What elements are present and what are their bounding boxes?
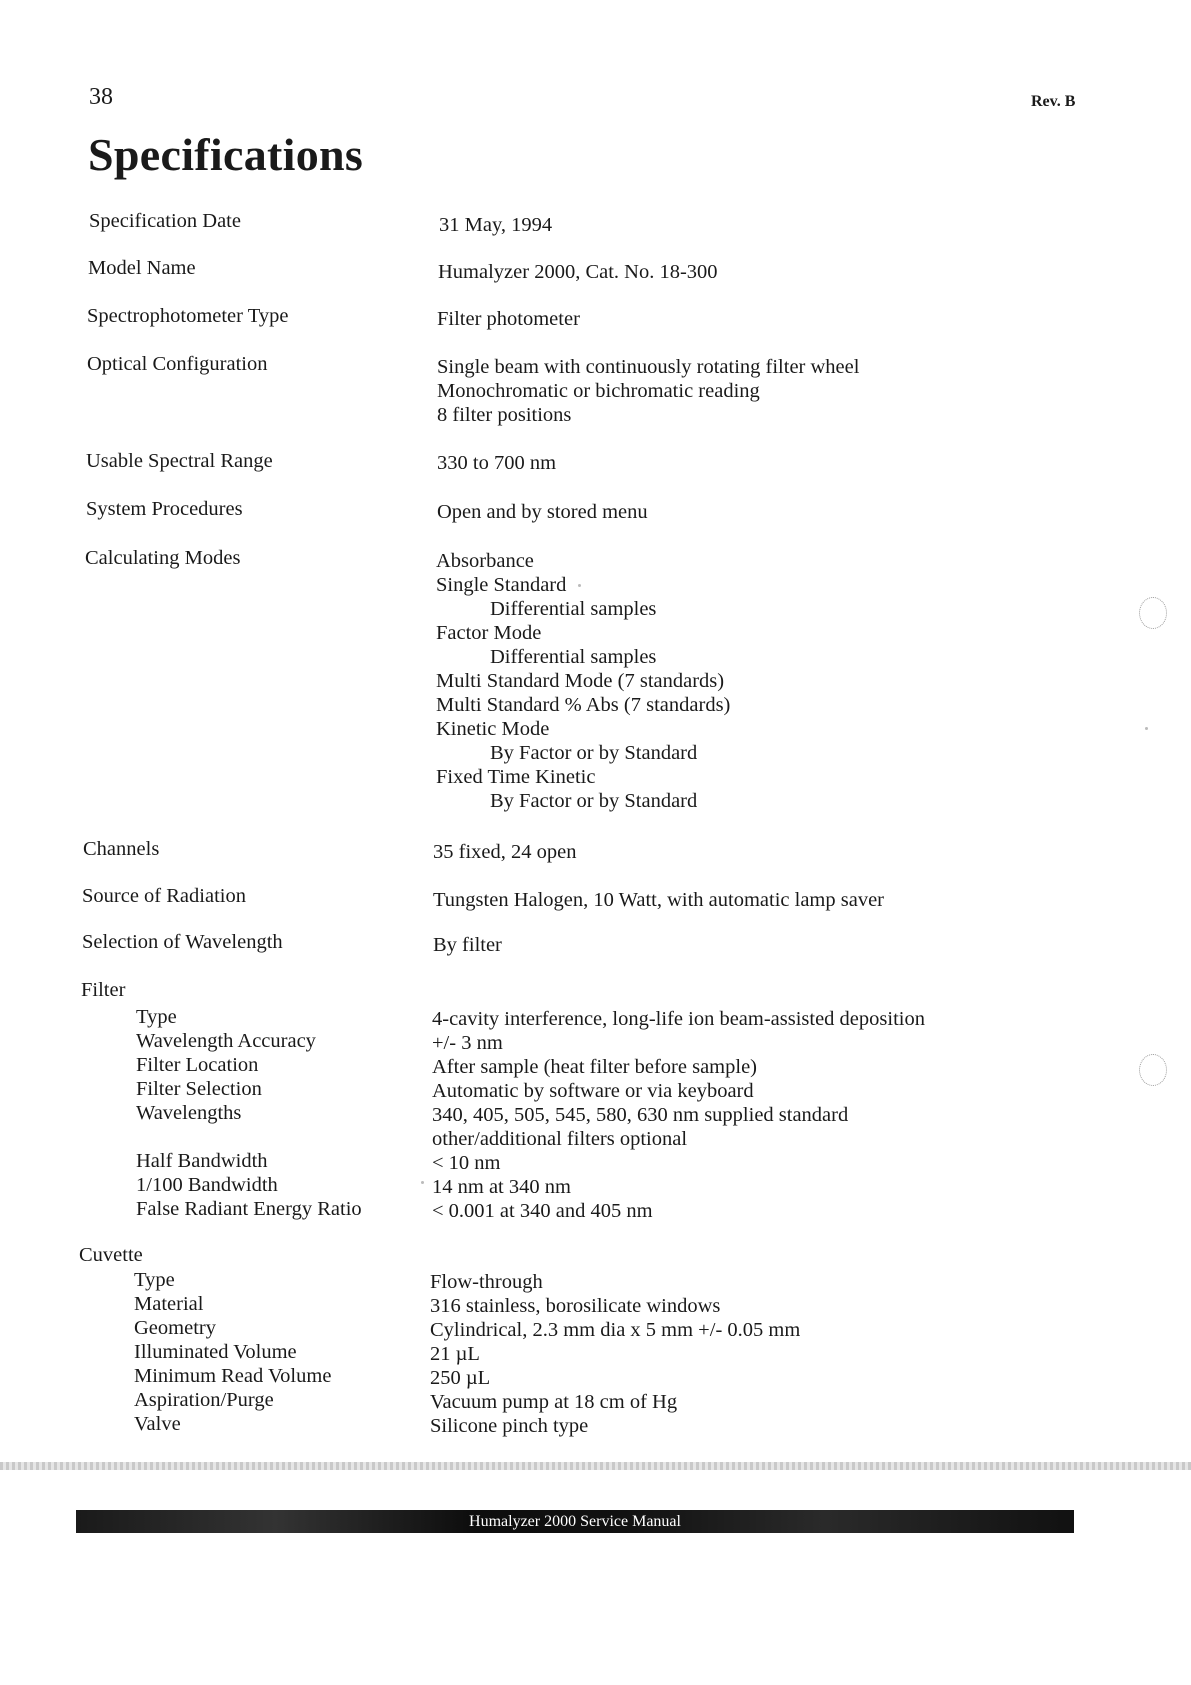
spec-value: 31 May, 1994 — [439, 214, 553, 236]
cuvette-item-label: Material — [134, 1293, 204, 1315]
cuvette-item-value: Silicone pinch type — [430, 1415, 589, 1437]
cuvette-item-label: Aspiration/Purge — [134, 1389, 274, 1411]
filter-item-value: 14 nm at 340 nm — [432, 1176, 571, 1198]
cuvette-item-value: Vacuum pump at 18 cm of Hg — [430, 1391, 678, 1413]
filter-item-label: Wavelength Accuracy — [136, 1030, 316, 1052]
spec-value-line: Single beam with continuously rotating filter wheel — [437, 356, 860, 378]
spec-label: Specification Date — [89, 210, 241, 232]
filter-item-value: 340, 405, 505, 545, 580, 630 nm supplied standard — [432, 1104, 849, 1126]
spec-label: Source of Radiation — [82, 885, 246, 907]
revision-label: Rev. B — [1031, 93, 1076, 110]
filter-item-label: Wavelengths — [136, 1102, 242, 1124]
filter-item-value: < 0.001 at 340 and 405 nm — [432, 1200, 653, 1222]
cuvette-values — [430, 1270, 800, 1438]
spec-value-line: Factor Mode — [436, 622, 542, 644]
filter-item-label: 1/100 Bandwidth — [136, 1174, 278, 1196]
spec-label: Calculating Modes — [85, 547, 241, 569]
page-title: Specifications — [88, 129, 364, 180]
spec-value: 35 fixed, 24 open — [433, 841, 577, 863]
cuvette-item-label: Minimum Read Volume — [134, 1365, 332, 1387]
spec-value: Filter photometer — [437, 308, 580, 330]
cuvette-labels — [134, 1268, 331, 1436]
cuvette-item-value: Cylindrical, 2.3 mm dia x 5 mm +/- 0.05 mm — [430, 1319, 801, 1341]
filter-item-value: +/- 3 nm — [432, 1032, 503, 1054]
footer-rule — [0, 1462, 1191, 1470]
spec-value-line: Multi Standard % Abs (7 standards) — [436, 694, 731, 716]
filter-item-value: Automatic by software or via keyboard — [432, 1080, 754, 1102]
cuvette-item-label: Type — [134, 1269, 175, 1291]
scan-speck — [578, 584, 581, 587]
filter-item-label: Filter Location — [136, 1054, 259, 1076]
spec-value: By filter — [433, 934, 502, 956]
cuvette-item-label: Illuminated Volume — [134, 1341, 297, 1363]
cuvette-heading: Cuvette — [79, 1244, 143, 1266]
scan-speck — [421, 1181, 424, 1184]
spec-value: Tungsten Halogen, 10 Watt, with automatic lamp saver — [433, 889, 884, 911]
spec-label: Selection of Wavelength — [82, 931, 283, 953]
spec-label: Spectrophotometer Type — [87, 305, 289, 327]
spec-value-subline: Differential samples — [490, 646, 657, 668]
calculating-modes-list — [436, 549, 730, 813]
spec-value-block — [437, 355, 859, 427]
hole-punch-mark — [1139, 597, 1167, 629]
cuvette-item-label: Valve — [134, 1413, 181, 1435]
cuvette-item-value: Flow-through — [430, 1271, 543, 1293]
filter-heading: Filter — [81, 979, 126, 1001]
filter-item-label: False Radiant Energy Ratio — [136, 1198, 362, 1220]
page-number: 38 — [89, 84, 113, 110]
filter-item-label: Type — [136, 1006, 177, 1028]
spec-label: Optical Configuration — [87, 353, 268, 375]
spec-value-subline: By Factor or by Standard — [490, 742, 698, 764]
spec-value: Open and by stored menu — [437, 501, 648, 523]
footer-title: Humalyzer 2000 Service Manual — [469, 1513, 681, 1530]
spec-label: Model Name — [88, 257, 196, 279]
filter-labels — [136, 1005, 362, 1221]
spec-value-line: Fixed Time Kinetic — [436, 766, 596, 788]
scan-speck — [1145, 727, 1148, 730]
spec-value-line: Monochromatic or bichromatic reading — [437, 380, 760, 402]
spec-value-subline: By Factor or by Standard — [490, 790, 698, 812]
cuvette-item-label: Geometry — [134, 1317, 216, 1339]
cuvette-item-value: 250 µL — [430, 1367, 491, 1389]
spec-label: Channels — [83, 838, 160, 860]
filter-item-value: After sample (heat filter before sample) — [432, 1056, 757, 1078]
spec-value-line: Absorbance — [436, 550, 534, 572]
spec-value-line: Kinetic Mode — [436, 718, 550, 740]
spec-value-line: 8 filter positions — [437, 404, 572, 426]
spec-label: Usable Spectral Range — [86, 450, 273, 472]
spec-value-subline: Differential samples — [490, 598, 657, 620]
cuvette-item-value: 21 µL — [430, 1343, 480, 1365]
filter-item-value: 4-cavity interference, long-life ion beam-assisted deposition — [432, 1008, 925, 1030]
spec-value: 330 to 700 nm — [437, 452, 557, 474]
cuvette-item-value: 316 stainless, borosilicate windows — [430, 1295, 721, 1317]
filter-item-label: Half Bandwidth — [136, 1150, 268, 1172]
spec-label: System Procedures — [86, 498, 243, 520]
spec-value: Humalyzer 2000, Cat. No. 18-300 — [438, 261, 718, 283]
filter-item-label: Filter Selection — [136, 1078, 262, 1100]
filter-item-value: other/additional filters optional — [432, 1128, 688, 1150]
filter-item-value: < 10 nm — [432, 1152, 501, 1174]
spec-value-line: Multi Standard Mode (7 standards) — [436, 670, 725, 692]
hole-punch-mark — [1139, 1054, 1167, 1086]
spec-value-line: Single Standard — [436, 574, 567, 596]
filter-values — [432, 1007, 925, 1223]
